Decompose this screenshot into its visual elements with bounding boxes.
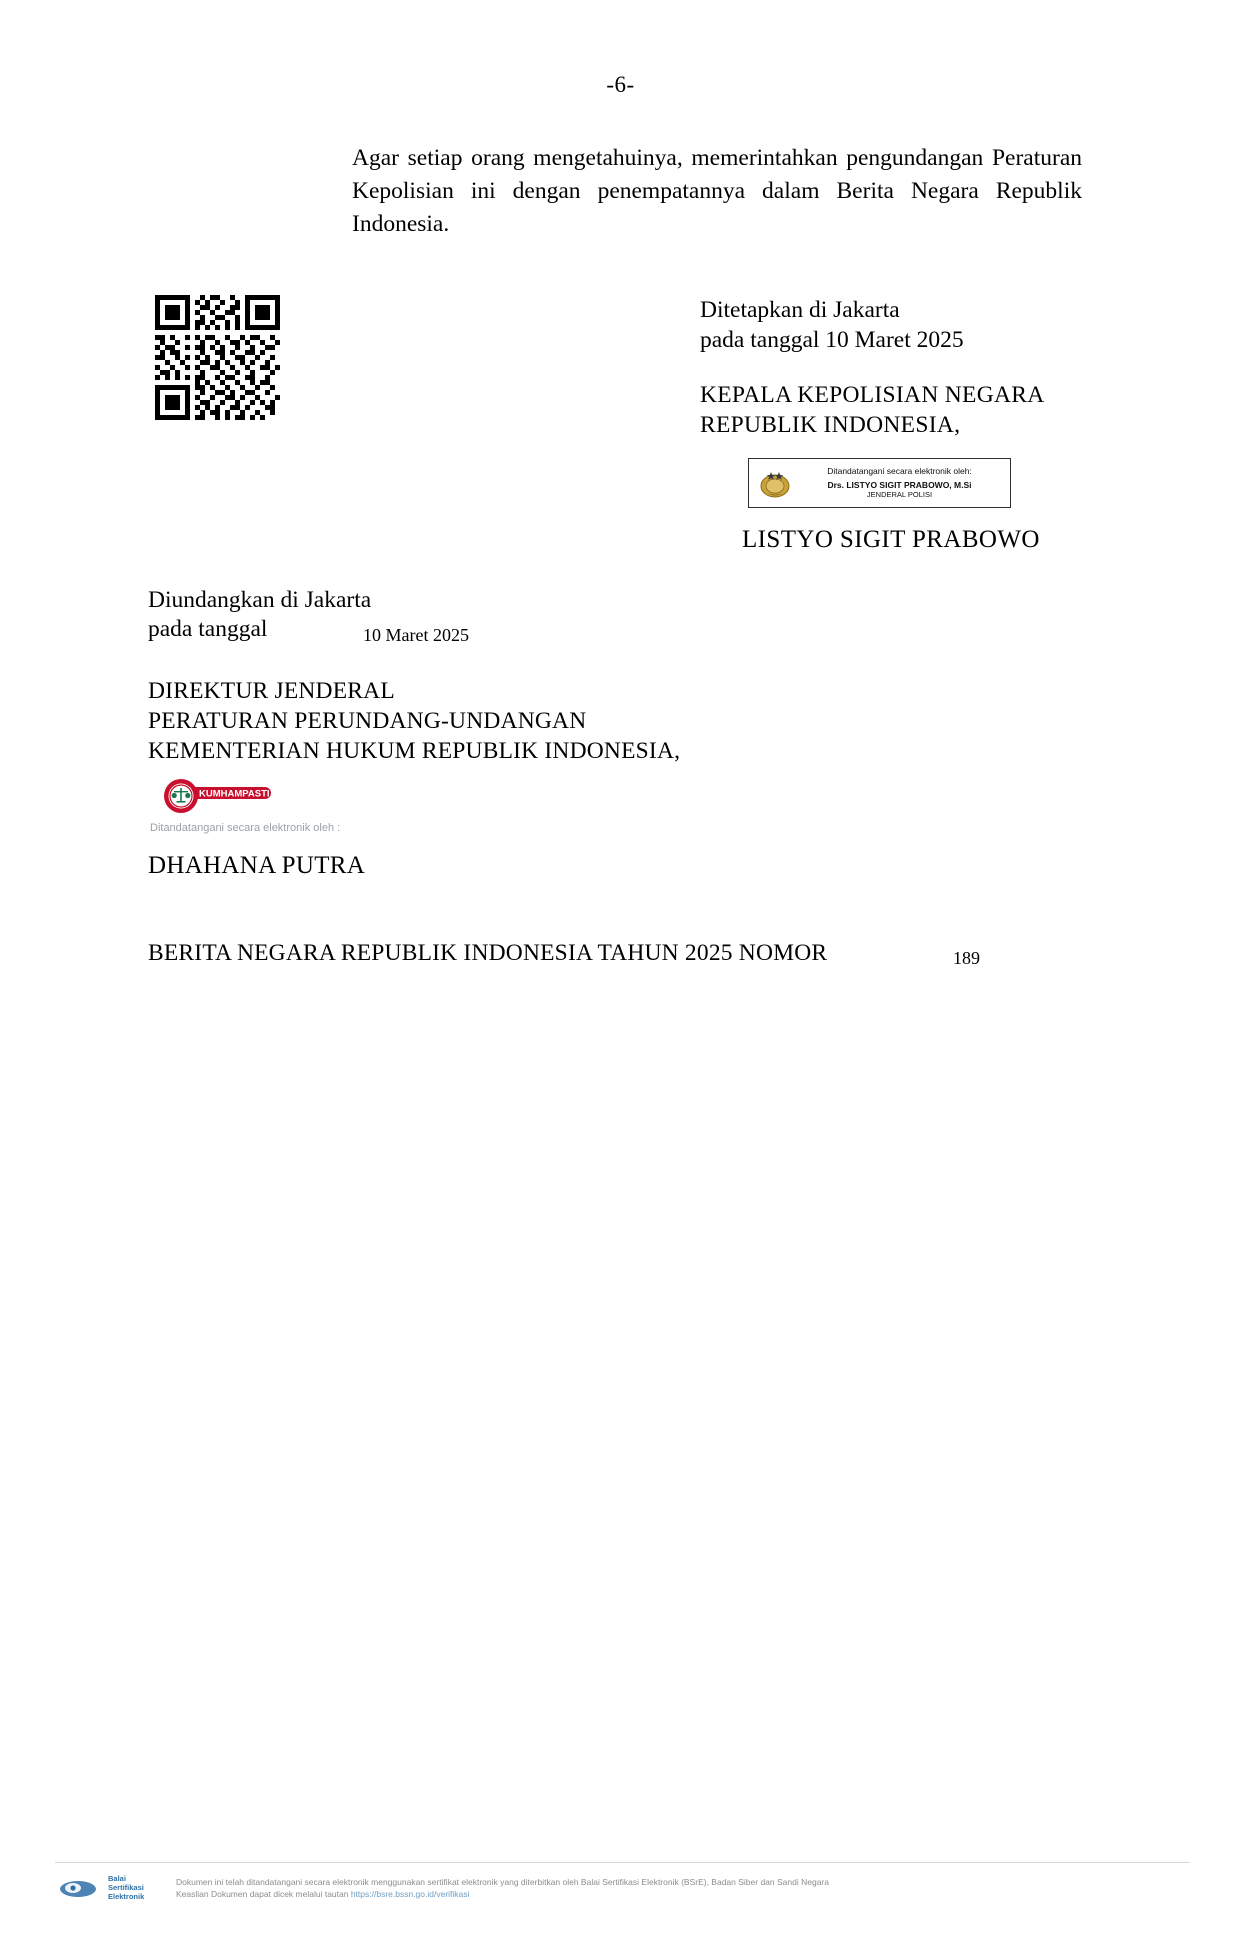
establishment-place-date (700, 295, 964, 355)
footer-divider (55, 1862, 1190, 1863)
authority-line-1: KEPALA KEPOLISIAN NEGARA (700, 382, 1045, 408)
kemenkum-esign-caption: Ditandatangani secara elektronik oleh : (150, 822, 341, 834)
office-line-1: DIREKTUR JENDERAL (148, 678, 395, 704)
qr-code (155, 295, 280, 420)
promulgation-signer-name: DHAHANA PUTRA (148, 852, 366, 879)
brand-line-2: Sertifikasi (108, 1883, 144, 1892)
esign-name: Drs. LISTYO SIGIT PRABOWO, M.Si (827, 479, 972, 490)
authority-line-2: REPUBLIK INDONESIA, (700, 412, 961, 438)
intro-paragraph: Agar setiap orang mengetahuinya, memerintahkan pengundangan Peraturan Kepolisian ini dengan penempatannya dalam Berita Negara Republik Indonesia. (352, 145, 1082, 237)
promulgation-office (148, 676, 680, 766)
footer-verify-prefix: Keaslian Dokumen dapat dicek melalui tautan (176, 1889, 351, 1899)
promulgation-date-label: pada tanggal (148, 616, 268, 642)
promulgation-place: Diundangkan di Jakarta (148, 587, 372, 613)
footer-text-line-1: Dokumen ini telah ditandatangani secara elektronik menggunakan sertifikat elektronik yang diterbitkan oleh Balai Sertifikasi Elektronik (BSrE), Badan Siber dan Sandi Negara (176, 1877, 829, 1887)
establishment-date: pada tanggal 10 Maret 2025 (700, 327, 964, 353)
establishment-signer-name: LISTYO SIGIT PRABOWO (742, 526, 1040, 553)
promulgation-date-value: 10 Maret 2025 (363, 625, 469, 645)
bsre-brand (108, 1874, 166, 1901)
establishment-place: Ditetapkan di Jakarta (700, 297, 900, 323)
page-number: -6- (606, 72, 635, 97)
establishment-authority (700, 380, 1044, 440)
footer-text-line-2 (176, 1888, 1176, 1900)
footer-verify-link[interactable]: https://bsre.bssn.go.id/verifikasi (350, 1889, 470, 1899)
electronic-signature-stamp (748, 458, 1011, 508)
esign-rank: JENDERAL POLISI (866, 490, 933, 500)
gazette-line: BERITA NEGARA REPUBLIK INDONESIA TAHUN 2025 NOMOR (148, 940, 828, 966)
esign-text-block (795, 466, 1004, 500)
brand-line-1: Balai (108, 1874, 126, 1883)
office-line-3: KEMENTERIAN HUKUM REPUBLIK INDONESIA, (148, 738, 681, 764)
kumhampasti-logo-icon (155, 778, 295, 818)
brand-line-3: Elektronik (108, 1892, 145, 1901)
esign-note: Ditandatangani secara elektronik oleh: (827, 466, 972, 477)
footer-disclaimer (176, 1876, 1176, 1900)
police-emblem-icon (755, 463, 795, 503)
document-footer (0, 1862, 1241, 1922)
office-line-2: PERATURAN PERUNDANG-UNDANGAN (148, 708, 587, 734)
gazette-number: 189 (953, 948, 980, 968)
svg-text:KUMHAMPASTI: KUMHAMPASTI (199, 788, 270, 800)
bsre-icon (58, 1876, 98, 1902)
kemenkum-esign-block (150, 778, 370, 838)
